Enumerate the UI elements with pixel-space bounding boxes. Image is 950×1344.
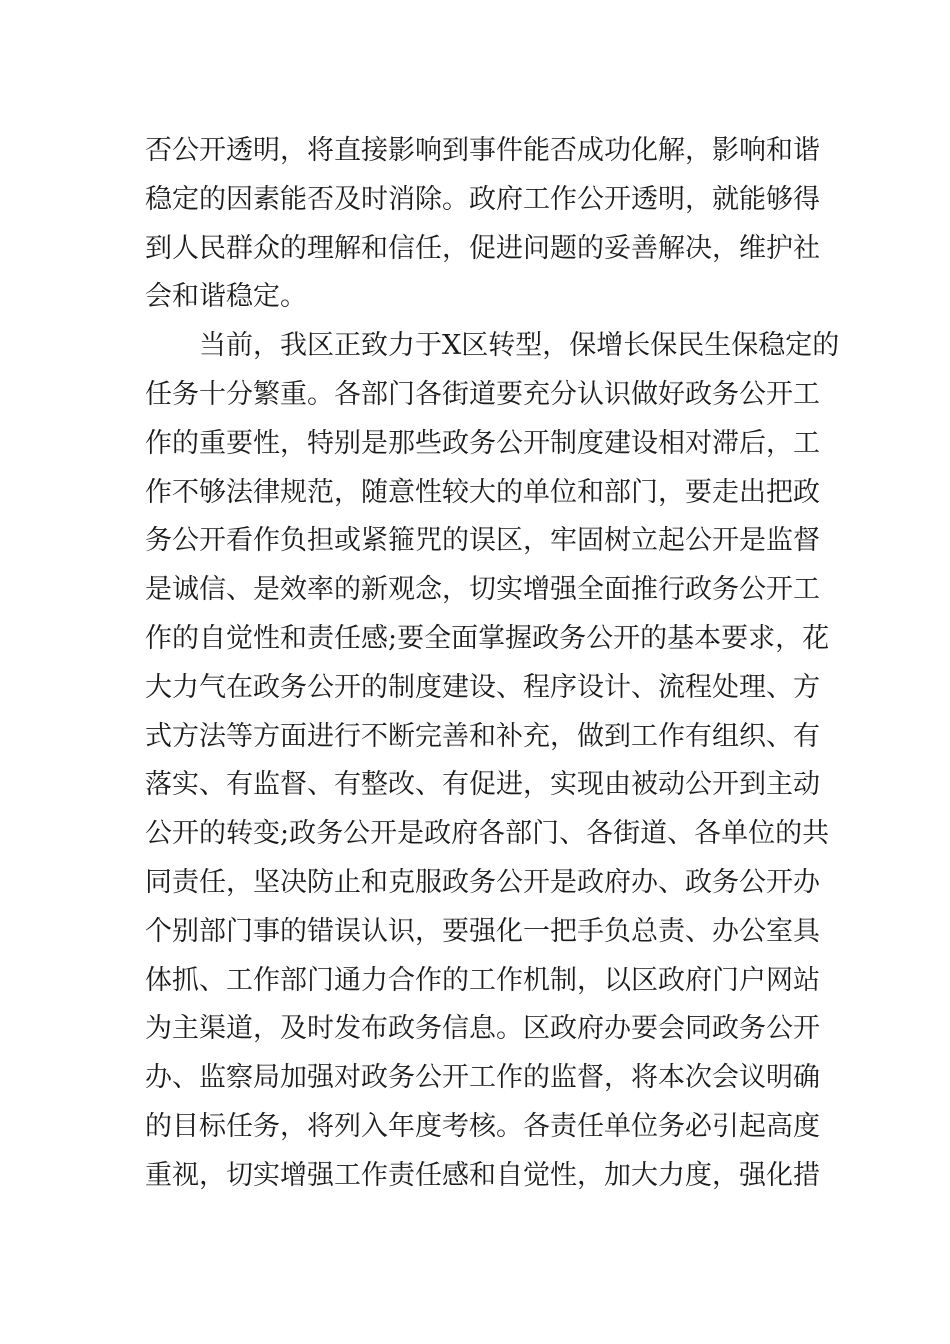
text-line: 到人民群众的理解和信任，促进问题的妥善解决，维护社 (145, 232, 820, 264)
body-text (145, 127, 840, 1201)
text-line: 作不够法律规范，随意性较大的单位和部门，要走出把政 (145, 476, 820, 508)
text-line: 的目标任务，将列入年度考核。各责任单位务必引起高度 (145, 1110, 820, 1142)
paragraph-1 (145, 127, 820, 322)
text-line: 办、监察局加强对政务公开工作的监督，将本次会议明确 (145, 1062, 820, 1094)
text-line: 会和谐稳定。 (145, 281, 307, 313)
text-line: 是诚信、是效率的新观念，切实增强全面推行政务公开工 (145, 574, 820, 606)
paragraph-2 (145, 322, 840, 1200)
text-line: 任务十分繁重。各部门各街道要充分认识做好政务公开工 (145, 378, 820, 410)
text-line: 重视，切实增强工作责任感和自觉性，加大力度，强化措 (145, 1159, 820, 1191)
text-line: 个别部门事的错误认识，要强化一把手负总责、办公室具 (145, 915, 820, 947)
text-line: 稳定的因素能否及时消除。政府工作公开透明，就能够得 (145, 183, 820, 215)
text-line: 大力气在政务公开的制度建设、程序设计、流程处理、方 (145, 671, 820, 703)
text-line: 当前，我区正致力于X区转型，保增长保民生保稳定的 (199, 330, 840, 362)
text-line: 否公开透明，将直接影响到事件能否成功化解，影响和谐 (145, 135, 820, 166)
text-line: 同责任，坚决防止和克服政务公开是政府办、政务公开办 (145, 866, 820, 898)
text-line: 体抓、工作部门通力合作的工作机制，以区政府门户网站 (145, 964, 820, 996)
text-line: 落实、有监督、有整改、有促进，实现由被动公开到主动 (145, 769, 820, 801)
text-line: 作的重要性，特别是那些政务公开制度建设相对滞后，工 (145, 427, 820, 459)
text-line: 作的自觉性和责任感;要全面掌握政务公开的基本要求，花 (145, 622, 830, 654)
text-line: 式方法等方面进行不断完善和补充，做到工作有组织、有 (145, 720, 820, 752)
text-line: 为主渠道，及时发布政务信息。区政府办要会同政务公开 (145, 1013, 820, 1045)
text-line: 务公开看作负担或紧箍咒的误区，牢固树立起公开是监督 (145, 525, 820, 557)
text-line: 公开的转变;政务公开是政府各部门、各街道、各单位的共 (145, 818, 830, 850)
